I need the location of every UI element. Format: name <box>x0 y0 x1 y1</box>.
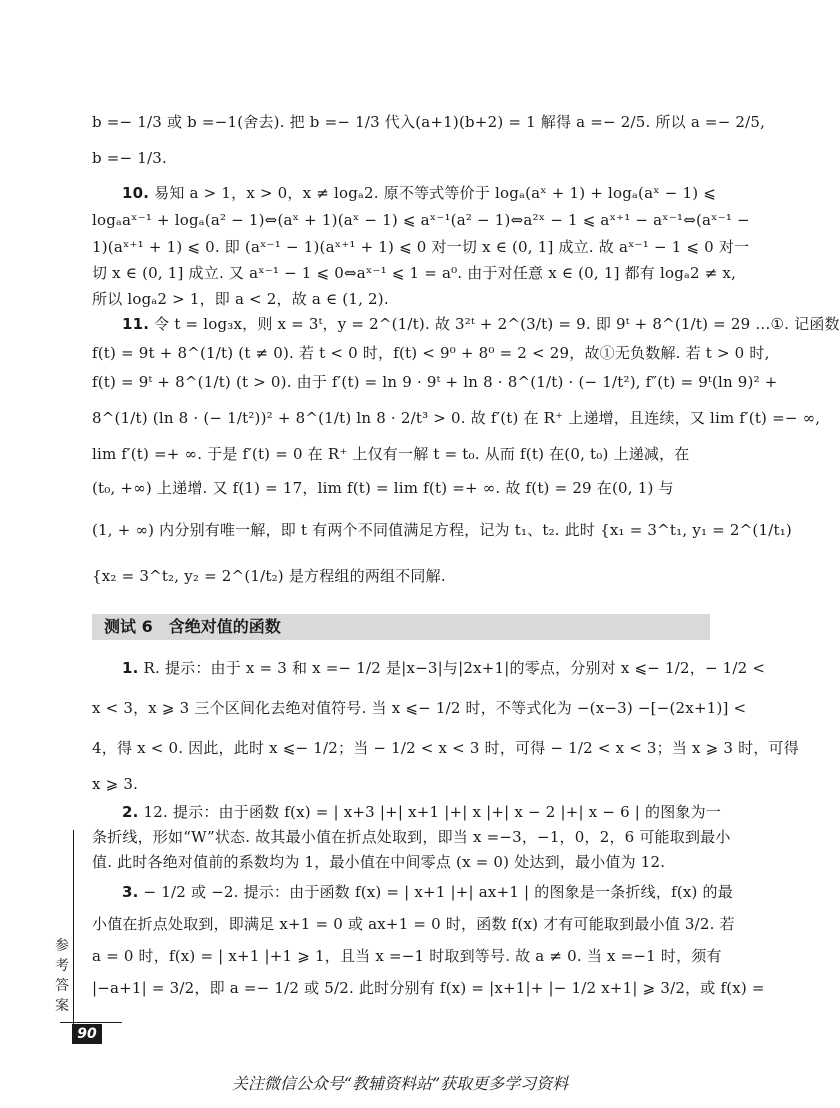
side-label-char: 考 <box>55 958 69 974</box>
text-line: x < 3，x ⩾ 3 三个区间化去绝对值符号. 当 x ⩽− 1/2 时，不等式化为 −(x−3) −[−(2x+1)] < <box>92 699 747 717</box>
text-line: |−a+1| = 3/2，即 a =− 1/2 或 5/2. 此时分别有 f(x) = |x+1|+ |− 1/2 x+1| ⩾ 3/2，或 f(x) = <box>92 979 765 997</box>
section-title: 测试 6 含绝对值的函数 <box>104 617 281 636</box>
line-text: 12. 提示：由于函数 f(x) = | x+3 |+| x+1 |+| x |+| x − 2 |+| x − 6 | 的图象为一 <box>143 803 722 821</box>
text-line <box>122 802 722 822</box>
text-line: 1)(aˣ⁺¹ + 1) ⩽ 0. 即 (aˣ⁻¹ − 1)(aˣ⁺¹ + 1) ⩽ 0 对一切 x ∈ (0, 1] 成立. 故 aˣ⁻¹ − 1 ⩽ 0 对一 <box>92 238 750 256</box>
text-line: 小值在折点处取到，即满足 x+1 = 0 或 ax+1 = 0 时，函数 f(x) 才有可能取到最小值 3/2. 若 <box>92 915 735 933</box>
item-number: 11. <box>122 315 150 333</box>
item-number: 2. <box>122 803 139 821</box>
text-line: lim f′(t) =+ ∞. 于是 f′(t) = 0 在 R⁺ 上仅有一解 t = t₀. 从而 f(t) 在(0, t₀) 上递减，在 <box>92 445 690 463</box>
text-line: 4，得 x < 0. 因此，此时 x ⩽− 1/2；当 − 1/2 < x < 3 时，可得 − 1/2 < x < 3；当 x ⩾ 3 时，可得 <box>92 739 799 757</box>
item-number: 1. <box>122 659 139 677</box>
side-label-char: 参 <box>55 938 69 954</box>
text-line: (t₀, +∞) 上递增. 又 f(1) = 17，lim f(t) = lim f(t) =+ ∞. 故 f(t) = 29 在(0, 1) 与 <box>92 479 674 497</box>
line-text: R. 提示：由于 x = 3 和 x =− 1/2 是|x−3|与|2x+1|的零点，分别对 x ⩽− 1/2，− 1/2 < <box>143 659 766 677</box>
text-line: (1, + ∞) 内分别有唯一解，即 t 有两个不同值满足方程，记为 t₁、t₂. 此时 {x₁ = 3^t₁, y₁ = 2^(1/t₁) <box>92 521 792 539</box>
line-text: − 1/2 或 −2. 提示：由于函数 f(x) = | x+1 |+| ax+1 | 的图象是一条折线，f(x) 的最 <box>143 883 733 901</box>
item-number: 10. <box>122 184 150 202</box>
text-line: logₐaˣ⁻¹ + logₐ(a² − 1)⇔(aˣ + 1)(aˣ − 1) ⩽ aˣ⁻¹(a² − 1)⇔a²ˣ − 1 ⩽ aˣ⁺¹ − aˣ⁻¹⇔(aˣ⁻¹ − <box>92 211 750 229</box>
text-line: {x₂ = 3^t₂, y₂ = 2^(1/t₂) 是方程组的两组不同解. <box>92 567 446 585</box>
footer-text: 关注微信公众号“教辅资料站”获取更多学习资料 <box>231 1074 569 1093</box>
text-line <box>122 658 766 678</box>
line-text: 令 t = log₃x，则 x = 3ᵗ，y = 2^(1/t). 故 3²ᵗ + 2^(3/t) = 9. 即 9ᵗ + 8^(1/t) = 29 …①. 记函数 <box>154 315 840 333</box>
text-line: a = 0 时，f(x) = | x+1 |+1 ⩾ 1，且当 x =−1 时取到等号. 故 a ≠ 0. 当 x =−1 时，须有 <box>92 947 722 965</box>
item-number: 3. <box>122 883 139 901</box>
margin-rule-horizontal <box>60 1022 122 1023</box>
text-line: 所以 logₐ2 > 1，即 a < 2，故 a ∈ (1, 2). <box>92 290 389 308</box>
text-line: 切 x ∈ (0, 1] 成立. 又 aˣ⁻¹ − 1 ⩽ 0⇔aˣ⁻¹ ⩽ 1 = a⁰. 由于对任意 x ∈ (0, 1] 都有 logₐ2 ≠ x, <box>92 264 737 282</box>
page-number: 90 <box>77 1026 97 1042</box>
line-text: 易知 a > 1，x > 0，x ≠ logₐ2. 原不等式等价于 logₐ(aˣ + 1) + logₐ(aˣ − 1) ⩽ <box>154 184 717 202</box>
text-line: 值. 此时各绝对值前的系数均为 1，最小值在中间零点 (x = 0) 处达到，最小值为 12. <box>92 853 666 871</box>
text-line: x ⩾ 3. <box>92 775 139 793</box>
text-line: b =− 1/3 或 b =−1(舍去). 把 b =− 1/3 代入(a+1)(b+2) = 1 解得 a =− 2/5. 所以 a =− 2/5, <box>92 113 766 131</box>
side-label <box>52 936 72 1016</box>
side-label-char: 答 <box>55 978 69 994</box>
text-line <box>122 183 717 203</box>
text-line: 8^(1/t) (ln 8 · (− 1/t²))² + 8^(1/t) ln 8 · 2/t³ > 0. 故 f′(t) 在 R⁺ 上递增，且连续，又 lim f′(t) =− ∞, <box>92 409 821 427</box>
side-label-char: 案 <box>55 998 69 1014</box>
text-line: 条折线，形如“W”状态. 故其最小值在折点处取到，即当 x =−3，−1，0，2，6 可能取到最小 <box>92 828 731 846</box>
text-line: f(t) = 9t + 8^(1/t) (t ≠ 0). 若 t < 0 时，f(t) < 9⁰ + 8⁰ = 2 < 29，故①无负数解. 若 t > 0 时, <box>92 344 770 362</box>
text-line <box>122 882 733 902</box>
margin-rule-vertical <box>73 830 74 1042</box>
text-line: f(t) = 9ᵗ + 8^(1/t) (t > 0). 由于 f′(t) = ln 9 · 9ᵗ + ln 8 · 8^(1/t) · (− 1/t²), f″(t) = 9ᵗ(ln 9)² + <box>92 373 778 391</box>
text-line: b =− 1/3. <box>92 149 167 167</box>
text-line <box>122 314 840 334</box>
